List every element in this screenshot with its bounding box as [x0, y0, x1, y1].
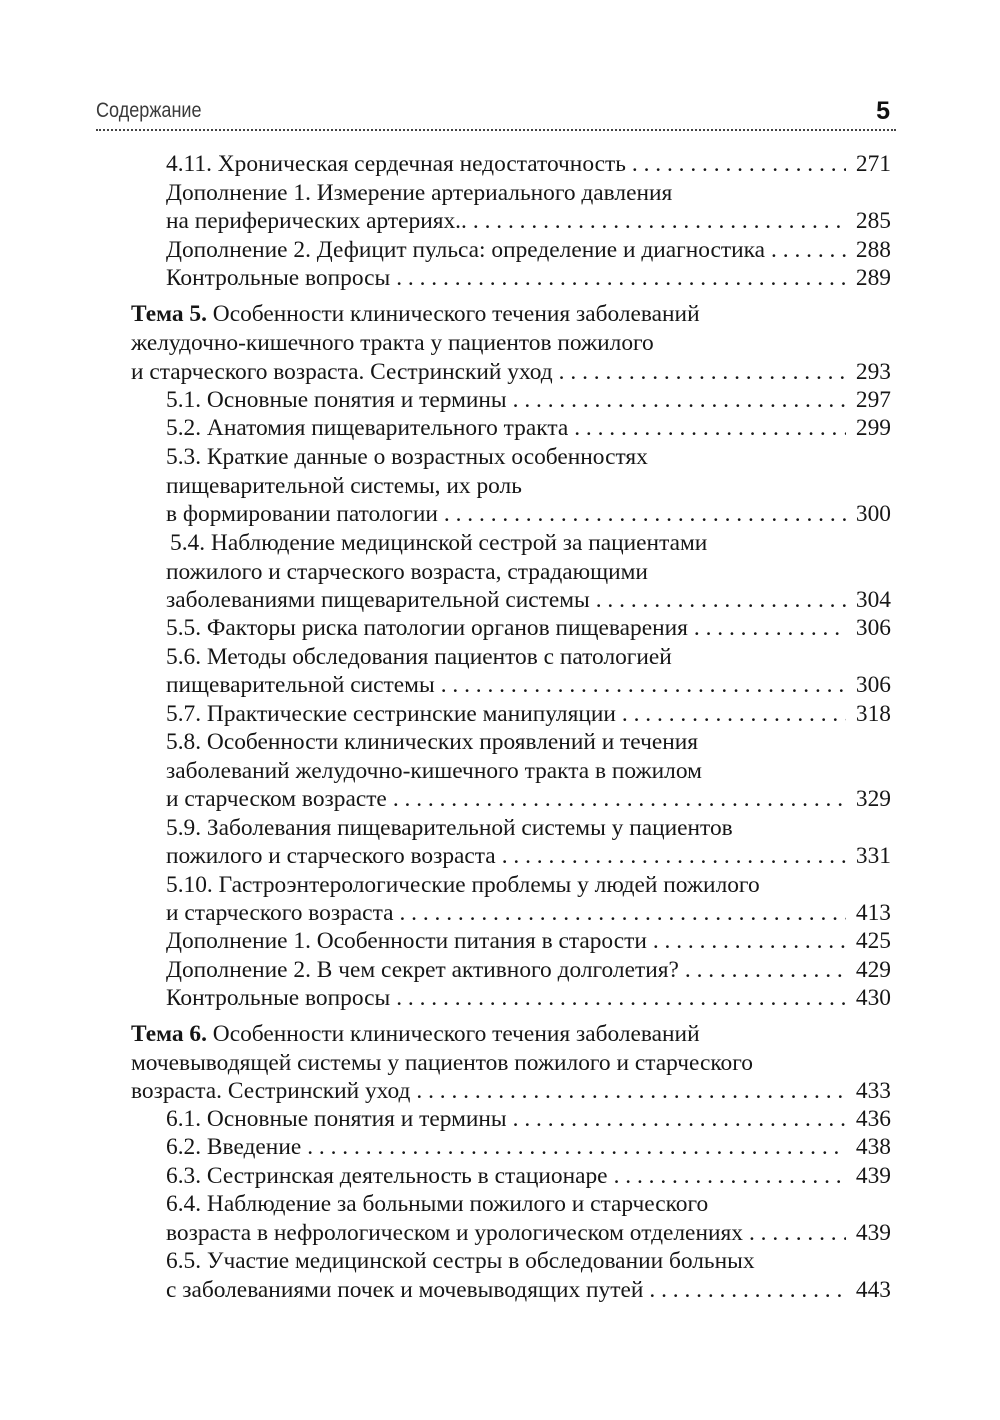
toc-entry-text: и старческого возраста. Сестринский уход [131, 359, 553, 385]
toc-entry-text: пожилого и старческого возраста, страдающими [166, 559, 648, 585]
dot-leader [396, 984, 846, 1013]
toc-page-number: 433 [855, 1078, 891, 1104]
toc-page-number: 430 [855, 985, 891, 1011]
toc-page-number: 306 [855, 615, 891, 641]
toc-entry-line [166, 1162, 891, 1191]
toc-page-number: 300 [855, 501, 891, 527]
toc-entry-line [166, 1133, 891, 1162]
toc-entry-text: возраста. Сестринский уход [131, 1078, 411, 1104]
toc-page-number: 271 [855, 151, 891, 177]
toc-entry-continuation [166, 179, 672, 208]
toc-entry-text: 6.1. Основные понятия и термины [166, 1106, 507, 1132]
toc-page-number: 329 [855, 786, 891, 812]
dot-leader [771, 236, 846, 265]
toc-entry-text: желудочно-кишечного тракта у пациентов пожилого [131, 330, 654, 356]
toc-page-number: 443 [855, 1277, 891, 1303]
toc-entry-line [166, 236, 891, 265]
toc-entry-continuation [131, 300, 700, 329]
toc-page-number: 297 [855, 387, 891, 413]
toc-entry-text: с заболеваниями почек и мочевыводящих путей [166, 1277, 644, 1303]
toc-page-number: 318 [855, 701, 891, 727]
toc-entry-text: 5.1. Основные понятия и термины [166, 387, 507, 413]
toc-entry-line [166, 956, 891, 985]
toc-entry-line [166, 785, 891, 814]
toc-entry-continuation [166, 757, 702, 786]
toc-entry-text: в формировании патологии [166, 501, 438, 527]
toc-entry-line [166, 700, 891, 729]
dot-leader [399, 899, 845, 928]
toc-page-number: 425 [855, 928, 891, 954]
dot-leader [513, 1105, 846, 1134]
toc-entry-line [166, 586, 891, 615]
toc-entry-text: 6.4. Наблюдение за больными пожилого и старческого [166, 1191, 709, 1217]
toc-entry-continuation [131, 1049, 753, 1078]
toc-page-number: 413 [855, 900, 891, 926]
toc-entry-text: и старческого возраста [166, 900, 394, 926]
toc-entry-line [166, 671, 891, 700]
page-number: 5 [876, 97, 890, 125]
toc-entry-continuation [166, 871, 760, 900]
toc-entry-line [166, 150, 891, 179]
dot-leader [614, 1162, 846, 1191]
toc-entry-text: 6.5. Участие медицинской сестры в обследовании больных [166, 1248, 755, 1274]
toc-entry-line [166, 614, 891, 643]
toc-entry-text: 5.6. Методы обследования пациентов с патологией [166, 644, 672, 670]
toc-entry-continuation [166, 443, 648, 472]
toc-entry-line [166, 1276, 891, 1305]
toc-entry-line [166, 1105, 891, 1134]
dot-leader [502, 842, 846, 871]
running-head-title: Содержание [96, 99, 202, 122]
toc-page-number: 438 [855, 1134, 891, 1160]
dot-leader [441, 671, 846, 700]
dot-leader [749, 1219, 846, 1248]
toc-entry-continuation [131, 1020, 700, 1049]
toc-entry-line [166, 264, 891, 293]
toc-page-number: 439 [855, 1220, 891, 1246]
toc-entry-text: 5.3. Краткие данные о возрастных особенностях [166, 444, 648, 470]
toc-page-number: 306 [855, 672, 891, 698]
dot-leader [473, 207, 846, 236]
dot-leader [653, 927, 846, 956]
toc-entry-text: Контрольные вопросы [166, 265, 391, 291]
toc-entry-text: 5.7. Практические сестринские манипуляции [166, 701, 616, 727]
toc-entry-text: 5.2. Анатомия пищеварительного тракта [166, 415, 569, 441]
toc-entry-line [166, 414, 891, 443]
dot-leader [596, 586, 846, 615]
toc-entry-line [166, 899, 891, 928]
toc-entry-text: на периферических артериях.. [166, 208, 467, 234]
toc-entry-line [166, 207, 891, 236]
toc-entry-text [131, 1021, 700, 1047]
topic-label: Тема 6. [131, 1021, 207, 1047]
dot-leader [694, 614, 846, 643]
toc-page-number: 299 [855, 415, 891, 441]
dot-leader [632, 150, 846, 179]
toc-entry-line [166, 1219, 891, 1248]
toc-entry-text: 5.4. Наблюдение медицинской сестрой за пациентами [170, 530, 708, 556]
toc-entry-text: заболеваниями пищеварительной системы [166, 587, 590, 613]
toc-entry-text: и старческом возрасте [166, 786, 387, 812]
toc-entry-text: 4.11. Хроническая сердечная недостаточность [166, 151, 626, 177]
toc-entry-text: Дополнение 1. Измерение артериального давления [166, 180, 673, 206]
toc-entry-text: возраста в нефрологическом и урологическом отделениях [166, 1220, 743, 1246]
toc-entry-line [131, 358, 891, 387]
dot-leader [416, 1077, 846, 1106]
toc-page-number: 429 [855, 957, 891, 983]
toc-entry-text: пищеварительной системы, их роль [166, 473, 522, 499]
toc-entry-continuation [166, 643, 672, 672]
toc-page-number: 304 [855, 587, 891, 613]
toc-entry-line [166, 984, 891, 1013]
toc-entry-text: 5.8. Особенности клинических проявлений и течения [166, 729, 699, 755]
toc-entry-line [166, 927, 891, 956]
toc-entry-text: 6.2. Введение [166, 1134, 302, 1160]
toc-entry-text: заболеваний желудочно-кишечного тракта в пожилом [166, 758, 702, 784]
toc-entry-text: 5.5. Факторы риска патологии органов пищеварения [166, 615, 688, 641]
topic-title: Особенности клинического течения заболеваний [206, 301, 700, 327]
toc-page-number: 436 [855, 1106, 891, 1132]
topic-title: Особенности клинического течения заболеваний [206, 1021, 700, 1047]
topic-label: Тема 5. [131, 301, 207, 327]
toc-page-number: 285 [855, 208, 891, 234]
toc-entry-continuation [166, 558, 648, 587]
toc-entry-line [131, 1077, 891, 1106]
toc-page-number: 288 [855, 237, 891, 263]
toc-entry-continuation [170, 529, 707, 558]
dot-leader [393, 785, 846, 814]
toc-page-number: 293 [855, 359, 891, 385]
dot-leader [622, 700, 846, 729]
toc-entry-line [166, 386, 891, 415]
toc-entry-continuation [131, 329, 654, 358]
toc-entry-text: 5.10. Гастроэнтерологические проблемы у людей пожилого [166, 872, 760, 898]
toc-entry-line [166, 842, 891, 871]
dot-leader [559, 358, 846, 387]
toc-entry-text: пожилого и старческого возраста [166, 843, 496, 869]
toc-entry-text: 6.3. Сестринская деятельность в стационаре [166, 1163, 608, 1189]
dot-leader [513, 386, 846, 415]
dot-leader [307, 1133, 846, 1162]
toc-entry-text: Дополнение 2. Дефицит пульса: определение и диагностика [166, 237, 766, 263]
toc-entry-continuation [166, 1190, 708, 1219]
toc-entry-text: Дополнение 2. В чем секрет активного долголетия? [166, 957, 679, 983]
dot-leader [649, 1276, 846, 1305]
toc-entry-text: пищеварительной системы [166, 672, 435, 698]
toc-entry-text: Контрольные вопросы [166, 985, 391, 1011]
toc-entry-text: 5.9. Заболевания пищеварительной системы у пациентов [166, 815, 733, 841]
toc-entry-continuation [166, 1247, 755, 1276]
running-head [96, 97, 894, 125]
dot-leader [574, 414, 846, 443]
toc-entry-text [131, 301, 700, 327]
toc-entry-continuation [166, 728, 698, 757]
dot-leader [396, 264, 846, 293]
toc-entry-text: Дополнение 1. Особенности питания в старости [166, 928, 647, 954]
toc-entry-text: мочевыводящей системы у пациентов пожилого и старческого [131, 1050, 753, 1076]
toc-entry-continuation [166, 814, 733, 843]
dot-leader [685, 956, 846, 985]
header-dotted-rule [96, 129, 896, 131]
toc-page-number: 439 [855, 1163, 891, 1189]
toc-entry-continuation [166, 472, 522, 501]
toc-page-number: 331 [855, 843, 891, 869]
dot-leader [444, 500, 846, 529]
toc-page-number: 289 [855, 265, 891, 291]
toc-entry-line [166, 500, 891, 529]
